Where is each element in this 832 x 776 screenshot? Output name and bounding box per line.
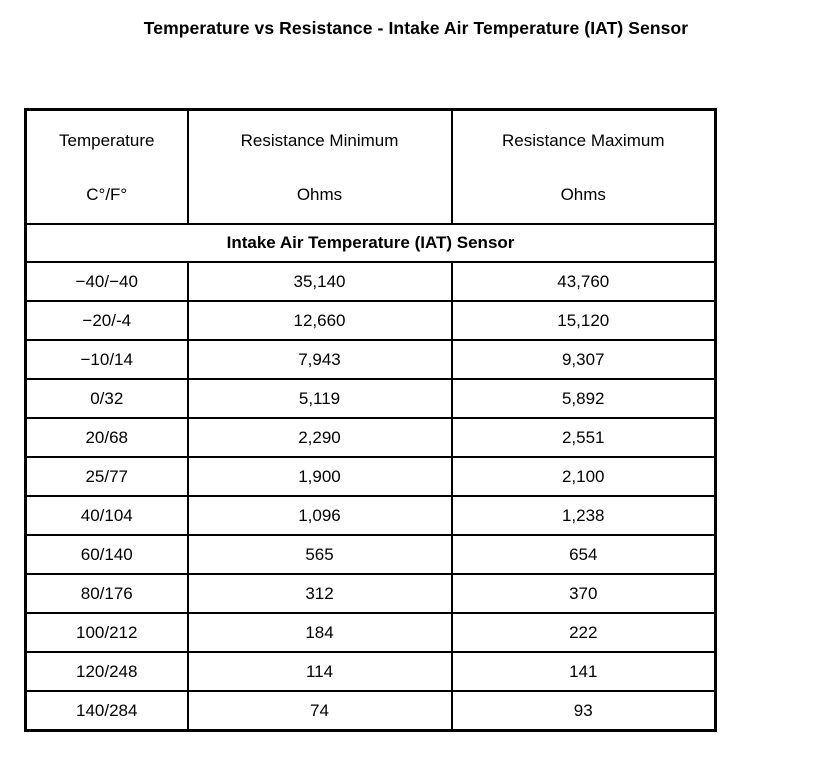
table-row: [26, 613, 716, 652]
table-row: [26, 262, 716, 301]
cell-resistance-maximum: 370: [452, 574, 716, 613]
cell-resistance-minimum: 184: [188, 613, 452, 652]
cell-resistance-maximum: 654: [452, 535, 716, 574]
column-header-temperature: [26, 110, 188, 225]
cell-resistance-minimum: 12,660: [188, 301, 452, 340]
cell-temperature: −10/14: [26, 340, 188, 379]
column-header-resistance-minimum-units: Ohms: [296, 185, 343, 204]
cell-resistance-maximum: 141: [452, 652, 716, 691]
column-header-temperature-main: Temperature: [59, 131, 155, 151]
cell-temperature: −40/−40: [26, 262, 188, 301]
cell-resistance-minimum: 114: [188, 652, 452, 691]
cell-resistance-maximum: 43,760: [452, 262, 716, 301]
column-header-resistance-minimum-main: Resistance Minimum: [240, 131, 399, 151]
cell-resistance-maximum: 15,120: [452, 301, 716, 340]
page-title: Temperature vs Resistance - Intake Air Temperature (IAT) Sensor: [143, 18, 689, 38]
column-header-resistance-maximum-main: Resistance Maximum: [502, 131, 665, 151]
table-row: [26, 496, 716, 535]
table-row: [26, 652, 716, 691]
cell-temperature: −20/-4: [26, 301, 188, 340]
temperature-resistance-table: [24, 108, 717, 732]
cell-temperature: 100/212: [26, 613, 188, 652]
cell-resistance-minimum: 74: [188, 691, 452, 731]
cell-temperature: 0/32: [26, 379, 188, 418]
table-row: [26, 379, 716, 418]
section-label: Intake Air Temperature (IAT) Sensor: [26, 224, 716, 262]
cell-resistance-minimum: 5,119: [188, 379, 452, 418]
cell-temperature: 20/68: [26, 418, 188, 457]
table-header-row: [26, 110, 716, 225]
table-row: [26, 574, 716, 613]
cell-resistance-minimum: 7,943: [188, 340, 452, 379]
table-row: [26, 457, 716, 496]
cell-temperature: 25/77: [26, 457, 188, 496]
table-container: [24, 108, 714, 732]
cell-resistance-maximum: 2,551: [452, 418, 716, 457]
cell-temperature: 80/176: [26, 574, 188, 613]
cell-resistance-minimum: 312: [188, 574, 452, 613]
cell-resistance-maximum: 93: [452, 691, 716, 731]
cell-resistance-minimum: 1,096: [188, 496, 452, 535]
column-header-temperature-units: C°/F°: [86, 185, 128, 204]
section-row: [26, 224, 716, 262]
column-header-resistance-maximum: [452, 110, 716, 225]
table-row: [26, 301, 716, 340]
cell-resistance-maximum: 1,238: [452, 496, 716, 535]
table-section-header: [26, 224, 716, 262]
table-row: [26, 340, 716, 379]
column-header-resistance-maximum-units: Ohms: [560, 185, 606, 204]
table-row: [26, 535, 716, 574]
cell-resistance-minimum: 1,900: [188, 457, 452, 496]
column-header-resistance-minimum: [188, 110, 452, 225]
cell-resistance-maximum: 222: [452, 613, 716, 652]
cell-resistance-minimum: 35,140: [188, 262, 452, 301]
cell-resistance-maximum: 9,307: [452, 340, 716, 379]
cell-temperature: 40/104: [26, 496, 188, 535]
cell-temperature: 60/140: [26, 535, 188, 574]
table-row: [26, 418, 716, 457]
cell-temperature: 140/284: [26, 691, 188, 731]
table-header: [26, 110, 716, 225]
cell-resistance-maximum: 2,100: [452, 457, 716, 496]
cell-resistance-maximum: 5,892: [452, 379, 716, 418]
cell-resistance-minimum: 2,290: [188, 418, 452, 457]
table-row: [26, 691, 716, 731]
cell-temperature: 120/248: [26, 652, 188, 691]
cell-resistance-minimum: 565: [188, 535, 452, 574]
table-body: [26, 262, 716, 731]
